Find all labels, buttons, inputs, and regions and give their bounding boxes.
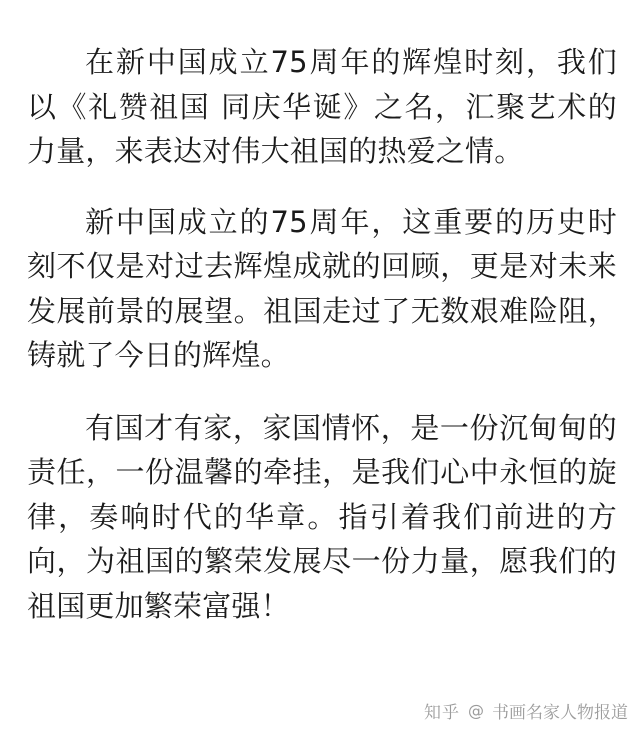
- watermark-author: 书画名家人物报道: [492, 702, 628, 723]
- article-body: [27, 40, 617, 628]
- paragraph-1: 在新中国成立75周年的辉煌时刻，我们以《礼赞祖国 同庆华诞》之名，汇聚艺术的力量，来表达对伟大祖国的热爱之情。: [27, 45, 617, 168]
- watermark-brand: 知乎: [424, 702, 460, 723]
- zhihu-watermark: [424, 697, 628, 723]
- paragraph-2: 新中国成立的75周年，这重要的历史时刻不仅是对过去辉煌成就的回顾，更是对未来发展前景的展望。祖国走过了无数艰难险阻，铸就了今日的辉煌。: [27, 204, 617, 372]
- watermark-at-sign: @: [468, 700, 484, 720]
- paragraph-3: 有国才有家，家国情怀，是一份沉甸甸的责任，一份温馨的牵挂，是我们心中永恒的旋律，奏响时代的华章。指引着我们前进的方向，为祖国的繁荣发展尽一份力量，愿我们的祖国更加繁荣富强！: [27, 410, 617, 623]
